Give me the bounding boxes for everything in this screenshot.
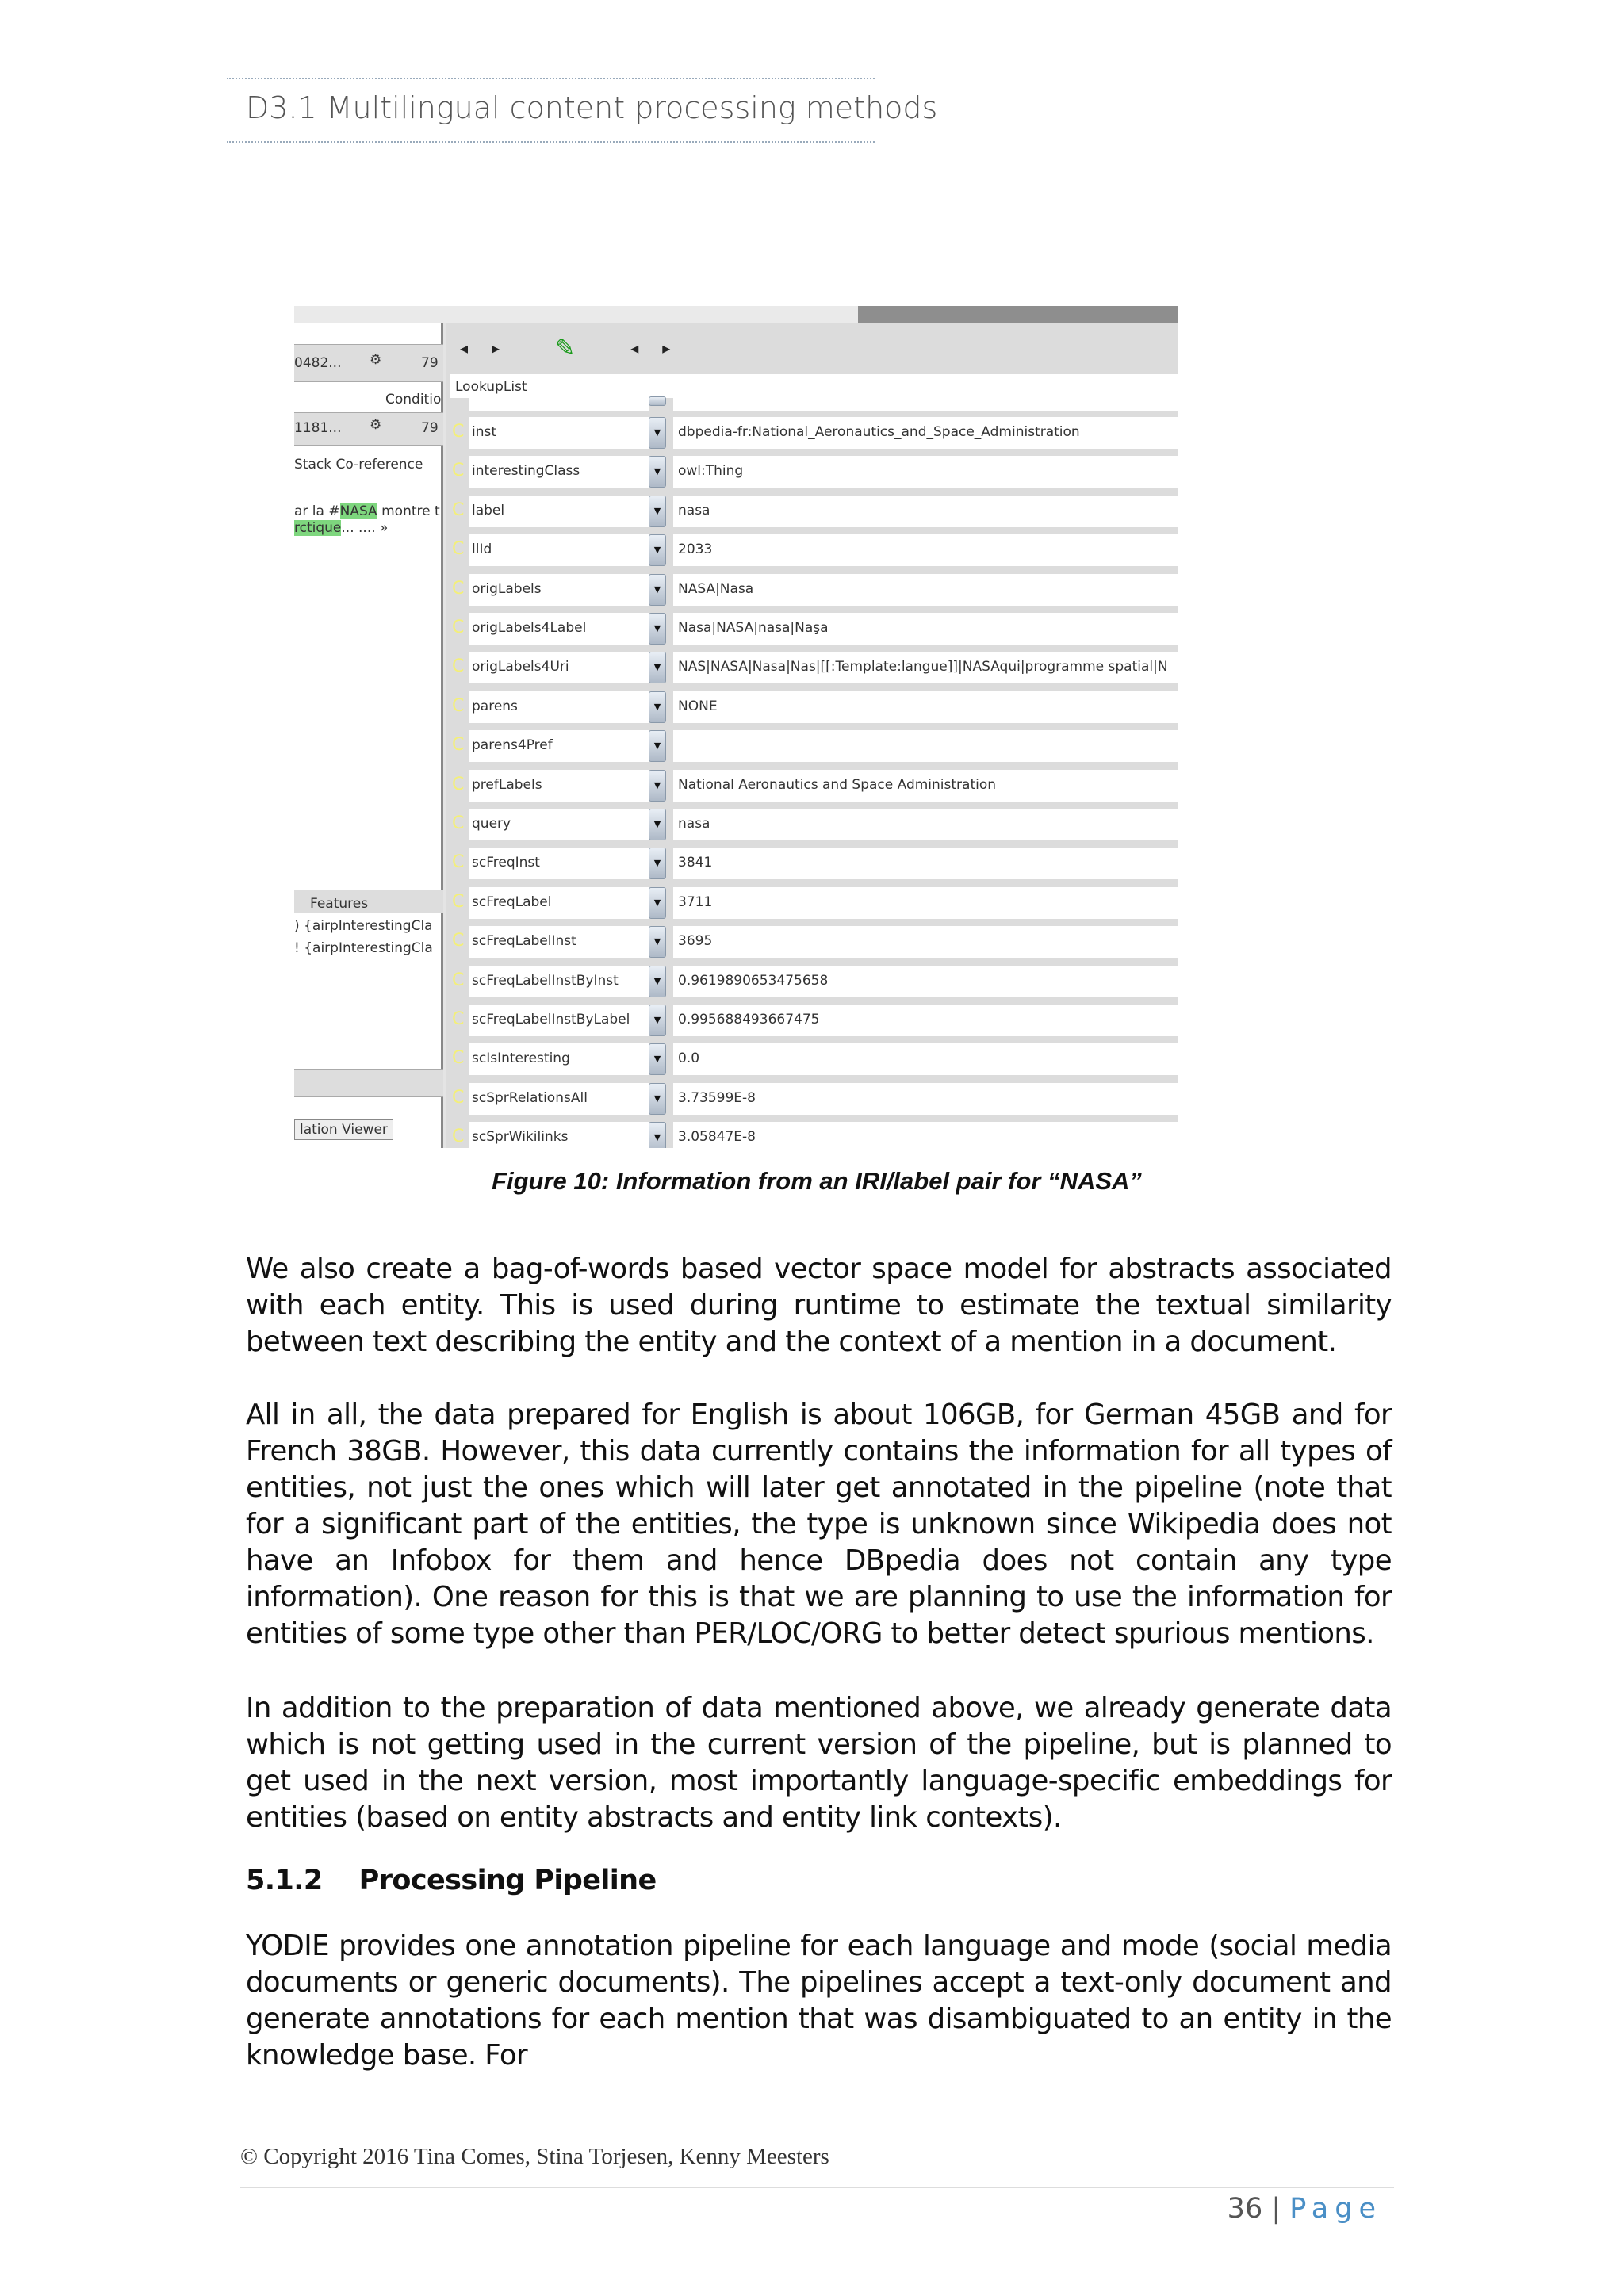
feature-row (450, 809, 1178, 840)
section-heading: 5.1.2 Processing Pipeline (246, 1865, 657, 1896)
header-rule-top (227, 78, 875, 79)
feature-name-field[interactable]: llId (469, 534, 649, 566)
feature-row (450, 887, 1178, 919)
feature-value-field[interactable]: 2033 (673, 534, 1178, 566)
class-icon: C (452, 891, 465, 912)
dropdown-arrow-icon[interactable]: ▼ (649, 574, 666, 606)
feature-value-field[interactable]: 0.995688493667475 (673, 1004, 1178, 1036)
figure-screenshot (294, 306, 1178, 1148)
feature-value-field[interactable]: nasa (673, 496, 1178, 527)
class-icon: C (452, 1127, 465, 1147)
feature-row (450, 966, 1178, 997)
annotation-type-field[interactable]: LookupList (450, 374, 1178, 398)
class-icon: C (452, 461, 465, 481)
feature-value-field[interactable]: 3841 (673, 848, 1178, 879)
feature-name-field[interactable]: scFreqLabelInstByInst (469, 966, 649, 997)
feature-value-field[interactable]: 3.05847E-8 (673, 1122, 1178, 1148)
class-icon: C (452, 1009, 465, 1029)
document-text-line: rctique... .... » (294, 520, 389, 536)
feature-value-field[interactable]: dbpedia-fr:National_Aeronautics_and_Space_Administration (673, 417, 1178, 449)
feature-row (450, 534, 1178, 566)
paragraph: In addition to the preparation of data mentioned above, we already generate data which is not getting used in the current version of the pipeline, but is planned to get used in the next version, most importantly language-specific embeddings for entities (based on entity abstracts and entity link contexts). (246, 1692, 1392, 1834)
feature-name-field[interactable]: origLabels4Label (469, 613, 649, 645)
feature-name-field[interactable]: parens (469, 691, 649, 723)
feature-name-field[interactable]: query (469, 809, 649, 840)
feature-row (450, 652, 1178, 683)
dropdown-arrow-icon[interactable]: ▼ (649, 496, 666, 527)
feature-name-field[interactable]: origLabels (469, 574, 649, 606)
feature-row (450, 456, 1178, 488)
feature-value-field[interactable]: NASA|Nasa (673, 574, 1178, 606)
feature-row (450, 730, 1178, 762)
dropdown-arrow-icon[interactable]: ▼ (649, 1004, 666, 1036)
feature-row (450, 1083, 1178, 1115)
feature-name-field[interactable]: scFreqLabelInstByLabel (469, 1004, 649, 1036)
dropdown-arrow-icon[interactable]: ▼ (649, 809, 666, 840)
dropdown-arrow-icon[interactable]: ▼ (649, 417, 666, 449)
feature-value-field[interactable]: nasa (673, 809, 1178, 840)
feature-name-field[interactable]: scFreqLabel (469, 887, 649, 919)
class-icon: C (452, 852, 465, 873)
dropdown-arrow-icon[interactable]: ▼ (649, 1043, 666, 1075)
feature-name-field[interactable]: origLabels4Uri (469, 652, 649, 683)
feature-row (450, 574, 1178, 606)
column-header: Conditio (385, 392, 442, 408)
class-icon: C (452, 578, 465, 599)
next-button[interactable]: ▸ (662, 339, 671, 358)
class-icon: C (452, 618, 465, 637)
left-panel (294, 323, 443, 1148)
feature-value-field[interactable]: National Aeronautics and Space Administration (673, 770, 1178, 802)
feature-row (450, 1043, 1178, 1075)
feature-name-field[interactable]: scSprRelationsAll (469, 1083, 649, 1115)
feature-row (450, 613, 1178, 645)
paragraph: YODIE provides one annotation pipeline for each language and mode (social media documents or generic documents). The pipelines accept a text-only document and generate annotations for each mention that was disambiguated to an entity in the knowledge base. For (246, 1930, 1392, 2072)
feature-value-field[interactable]: 0.9619890653475658 (673, 966, 1178, 997)
page-number: 36 | Page (1227, 2193, 1382, 2225)
dropdown-arrow-icon[interactable]: ▼ (649, 691, 666, 723)
feature-name-field[interactable]: scIsInteresting (469, 1043, 649, 1075)
feature-row: ) {airpInterestingCla (294, 918, 433, 934)
feature-row-partial (450, 396, 1178, 408)
dropdown-arrow-icon[interactable]: ▼ (649, 770, 666, 802)
class-icon: C (452, 499, 465, 520)
dropdown-arrow-icon[interactable]: ▼ (649, 848, 666, 879)
class-icon: C (452, 970, 465, 990)
feature-name-field[interactable]: interestingClass (469, 456, 649, 488)
annotation-viewer-tab[interactable]: lation Viewer (294, 1119, 393, 1140)
window-top-bar (294, 306, 1178, 323)
g-icon: ⚙ (370, 352, 382, 368)
feature-name-field[interactable]: inst (469, 417, 649, 449)
feature-value-field[interactable]: 0.0 (673, 1043, 1178, 1075)
class-icon: C (452, 931, 465, 951)
header-rule-bottom (227, 141, 875, 143)
feature-value-field[interactable]: Nasa|NASA|nasa|Naşa (673, 613, 1178, 645)
document-header-title: D3.1 Multilingual content processing methods (246, 90, 938, 125)
feature-row (450, 1122, 1178, 1148)
feature-row (450, 1004, 1178, 1036)
dropdown-arrow-icon[interactable]: ▼ (649, 966, 666, 997)
paragraph: All in all, the data prepared for English is about 106GB, for German 45GB and for French 38GB. However, this data currently contains the information for all types of entities, not just the ones which will later get annotated in the pipeline (note that for a significant part of the entities, the type is unknown since Wikipedia does not have an Infobox for them and hence DBpedia does not contain any type information). One reason for this is that we are planning to use the information for entities of some type other than PER/LOC/ORG to better detect spurious mentions. (246, 1399, 1392, 1650)
annotation-editor-panel (446, 323, 1178, 1148)
feature-name-field[interactable]: scFreqLabelInst (469, 926, 649, 958)
feature-value-field[interactable]: 3.73599E-8 (673, 1083, 1178, 1115)
table-cell: 1181... (294, 420, 342, 436)
prev-button[interactable]: ◂ (460, 339, 469, 358)
feature-name-field[interactable]: prefLabels (469, 770, 649, 802)
feature-value-field[interactable]: NAS|NASA|Nasa|Nas|[[:Template:langue]]|NASAqui|programme spatial|N (673, 652, 1178, 683)
feature-name-field[interactable]: scSprWikilinks (469, 1122, 649, 1148)
dropdown-arrow-icon[interactable]: ▼ (649, 1083, 666, 1115)
next-button[interactable]: ▸ (492, 339, 500, 358)
dropdown-arrow-icon[interactable]: ▼ (649, 887, 666, 919)
table-cell: 0482... (294, 355, 342, 371)
table-cell: 79 (421, 420, 439, 436)
table-cell: 79 (421, 355, 439, 371)
feature-row (450, 417, 1178, 449)
dropdown-arrow-icon[interactable]: ▼ (649, 926, 666, 958)
figure-caption: Figure 10: Information from an IRI/label pair for “NASA” (492, 1167, 1142, 1195)
feature-value-field[interactable]: 3711 (673, 887, 1178, 919)
g-icon: ⚙ (370, 417, 382, 433)
feature-row (450, 926, 1178, 958)
footer-rule (240, 2187, 1394, 2188)
feature-row (450, 496, 1178, 527)
class-icon: C (452, 656, 465, 677)
dropdown-arrow-icon[interactable]: ▼ (649, 730, 666, 762)
class-icon: C (452, 1048, 465, 1069)
dropdown-arrow-icon[interactable]: ▼ (649, 652, 666, 683)
pin-icon[interactable]: ✎ (555, 334, 576, 362)
feature-value-field[interactable]: 3695 (673, 926, 1178, 958)
feature-row (450, 770, 1178, 802)
feature-value-field[interactable]: owl:Thing (673, 456, 1178, 488)
feature-row: ! {airpInterestingCla (294, 940, 433, 956)
feature-name-field[interactable]: scFreqInst (469, 848, 649, 879)
class-icon: C (452, 1087, 465, 1108)
panel-tabs[interactable]: Stack Co-reference (294, 457, 423, 473)
features-header: Features (310, 896, 369, 912)
dropdown-arrow-icon[interactable]: ▼ (649, 613, 666, 645)
dropdown-arrow-icon[interactable]: ▼ (649, 534, 666, 566)
class-icon: C (452, 539, 465, 560)
feature-name-field[interactable]: parens4Pref (469, 730, 649, 762)
prev-button[interactable]: ◂ (630, 339, 639, 358)
feature-row (450, 691, 1178, 723)
dropdown-arrow-icon[interactable]: ▼ (649, 456, 666, 488)
class-icon: C (452, 422, 465, 442)
feature-value-field[interactable]: NONE (673, 691, 1178, 723)
class-icon: C (452, 774, 465, 794)
feature-row (450, 848, 1178, 879)
feature-value-field[interactable] (673, 730, 1178, 762)
copyright: © Copyright 2016 Tina Comes, Stina Torjesen, Kenny Meesters (240, 2144, 829, 2169)
feature-name-field[interactable]: label (469, 496, 649, 527)
class-icon: C (452, 735, 465, 756)
class-icon: C (452, 695, 465, 716)
dropdown-arrow-icon[interactable]: ▼ (649, 1122, 666, 1148)
editor-toolbar (446, 323, 1178, 373)
class-icon: C (452, 813, 465, 833)
document-text-line: ar la #NASA montre t (294, 503, 440, 519)
paragraph: We also create a bag-of-words based vector space model for abstracts associated with each entity. This is used during runtime to estimate the textual similarity between text describing the entity and the context of a mention in a document. (246, 1253, 1392, 1358)
